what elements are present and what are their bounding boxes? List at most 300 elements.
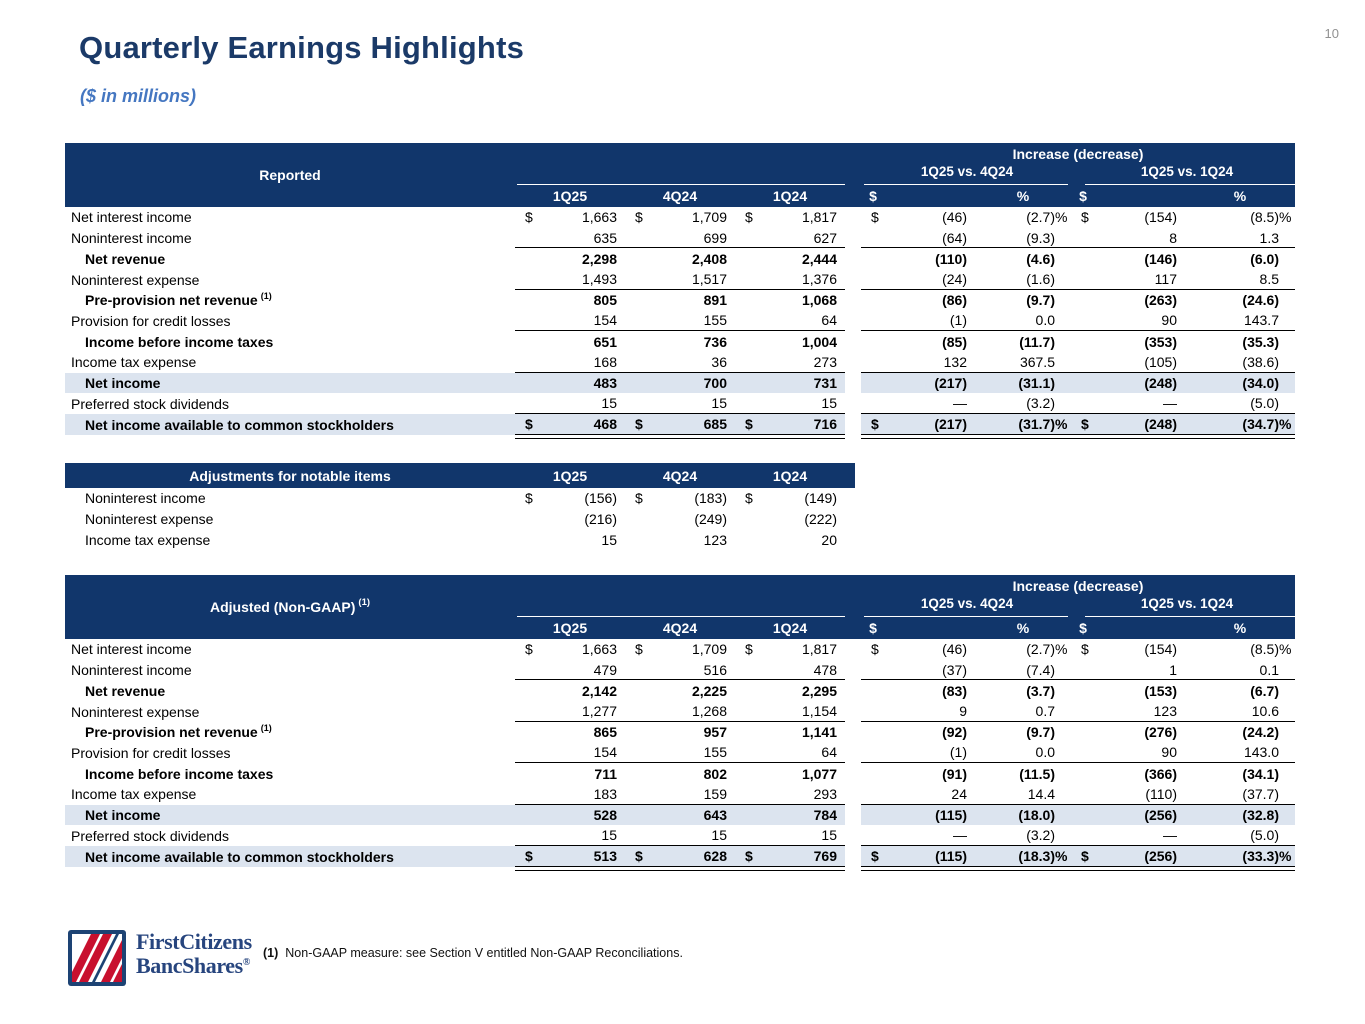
value-cell: 1,277 <box>539 701 625 722</box>
delta-dollar-cell: (91) <box>942 765 967 782</box>
delta-dollar-cell: 117 <box>1095 269 1185 290</box>
row-label: Preferred stock dividends <box>71 395 229 412</box>
delta-dollar-cell: — <box>885 393 975 414</box>
delta-percent-cell: (31.1) <box>975 373 1071 394</box>
reported-table-body <box>65 207 1295 435</box>
column-gap <box>845 414 861 435</box>
table-row <box>65 529 855 550</box>
currency-sign-cell <box>515 373 539 394</box>
currency-sign-cell <box>735 784 759 805</box>
table-row <box>65 228 1295 249</box>
first-citizens-logo-icon <box>68 930 126 986</box>
value-cell: 957 <box>703 724 727 741</box>
delta-percent-cell: 0.0 <box>975 311 1071 332</box>
value-cell: 1,268 <box>649 701 735 722</box>
currency-sign-cell <box>625 660 649 681</box>
table-row <box>65 660 1295 681</box>
registered-mark: ® <box>242 956 250 968</box>
currency-sign-cell <box>625 784 649 805</box>
delta-percent-cell: (3.2) <box>975 825 1071 846</box>
value-cell: 15 <box>539 393 625 414</box>
table-row <box>65 509 855 530</box>
currency-sign-cell <box>861 805 885 826</box>
row-label: Income tax expense <box>71 786 197 803</box>
value-cell: (249) <box>694 511 727 528</box>
delta-percent-cell: 143.7 <box>1185 311 1295 332</box>
delta-percent-cell: 367.5 <box>975 352 1071 373</box>
value-cell: 1,709 <box>691 209 727 226</box>
currency-sign-cell <box>625 228 649 249</box>
value-cell: (216) <box>584 511 617 528</box>
delta-dollar-cell: (110) <box>1095 784 1185 805</box>
value-cell: 168 <box>539 352 625 373</box>
delta-percent-cell: (8.5) % <box>1250 641 1292 658</box>
currency-sign-cell <box>625 722 649 743</box>
value-cell: 784 <box>759 805 845 826</box>
delta-percent-cell: (9.3) <box>975 228 1071 249</box>
currency-sign-cell: $ <box>1081 209 1089 226</box>
currency-sign-cell <box>735 722 759 743</box>
delta-dollar-cell: (115) <box>885 805 975 826</box>
delta-dollar-cell: (154) <box>1144 209 1177 226</box>
currency-sign-cell <box>861 660 885 681</box>
delta-dollar-cell: 123 <box>1095 701 1185 722</box>
value-cell: 711 <box>594 765 617 782</box>
delta-dollar-cell: (24) <box>885 269 975 290</box>
value-cell: 716 <box>759 414 845 435</box>
delta-percent-cell: 10.6 <box>1185 701 1295 722</box>
currency-sign-cell <box>1071 290 1095 311</box>
table-row <box>65 805 1295 826</box>
col-dollar-change: $ <box>869 188 877 204</box>
value-cell: 15 <box>759 825 845 846</box>
value-cell: (222) <box>804 511 837 528</box>
col-4q24: 4Q24 <box>662 188 698 204</box>
increase-decrease-header: Increase (decrease) <box>1012 146 1144 162</box>
value-cell: 479 <box>539 660 625 681</box>
currency-sign-cell <box>861 248 885 269</box>
currency-sign-cell <box>861 825 885 846</box>
delta-percent-cell: (3.7) <box>1026 682 1055 699</box>
logo-line1: FirstCitizens <box>136 929 252 954</box>
logo-line2: BancShares® <box>136 952 250 978</box>
column-gap <box>845 311 861 332</box>
increase-decrease-header: Increase (decrease) <box>1012 578 1144 594</box>
page-subtitle: ($ in millions) <box>80 86 197 106</box>
currency-sign-cell <box>735 680 759 701</box>
currency-sign-cell <box>625 743 649 764</box>
currency-sign-cell <box>515 784 539 805</box>
delta-percent-cell: (1.6) <box>975 269 1071 290</box>
currency-sign-cell <box>625 269 649 290</box>
currency-sign-cell <box>625 373 649 394</box>
currency-sign-cell <box>861 269 885 290</box>
table-row <box>65 414 1295 435</box>
delta-percent-cell: (9.7) <box>1026 724 1055 741</box>
col-percent-change: % <box>1016 620 1030 636</box>
col-1q24: 1Q24 <box>772 467 808 484</box>
value-cell: 478 <box>759 660 845 681</box>
currency-sign-cell <box>515 722 539 743</box>
value-cell: 1,663 <box>581 641 617 658</box>
value-cell: 769 <box>759 846 845 867</box>
currency-sign-cell: $ <box>525 209 533 226</box>
delta-percent-cell: 143.0 <box>1185 743 1295 764</box>
delta-dollar-cell: (217) <box>885 373 975 394</box>
delta-dollar-cell: (146) <box>1144 250 1177 267</box>
col-4q24: 4Q24 <box>662 620 698 636</box>
delta-percent-cell: (24.6) <box>1242 292 1279 309</box>
column-headers <box>65 185 1295 207</box>
value-cell: 891 <box>703 292 727 309</box>
currency-sign-cell <box>1071 722 1095 743</box>
delta-dollar-cell: (263) <box>1144 292 1177 309</box>
currency-sign-cell <box>735 509 759 530</box>
value-cell: 2,444 <box>801 250 837 267</box>
delta-dollar-cell: 24 <box>885 784 975 805</box>
vs-1q24-header: 1Q25 vs. 1Q24 <box>1140 596 1234 611</box>
currency-sign-cell <box>861 228 885 249</box>
value-cell: 731 <box>759 373 845 394</box>
delta-percent-cell: (11.5) <box>1019 765 1055 782</box>
currency-sign-cell <box>735 805 759 826</box>
row-label: Noninterest income <box>71 230 192 247</box>
vs-4q24-header: 1Q25 vs. 4Q24 <box>920 164 1014 179</box>
footer <box>68 930 252 986</box>
currency-sign-cell <box>1071 763 1095 784</box>
column-gap <box>845 784 861 805</box>
currency-sign-cell <box>515 393 539 414</box>
currency-sign-cell: $ <box>635 209 643 226</box>
table-row <box>65 825 1295 846</box>
currency-sign-cell <box>735 660 759 681</box>
row-label: Noninterest expense <box>71 271 200 288</box>
page-title: Quarterly Earnings Highlights <box>79 30 525 65</box>
value-cell: 516 <box>649 660 735 681</box>
currency-sign-cell: $ <box>635 641 643 658</box>
value-cell: (183) <box>694 490 727 507</box>
col-4q24: 4Q24 <box>662 467 698 484</box>
currency-sign-cell <box>861 763 885 784</box>
delta-percent-cell: (32.8) <box>1185 805 1295 826</box>
currency-sign-cell: $ <box>515 414 539 435</box>
delta-percent-cell: (8.5) % <box>1250 209 1292 226</box>
currency-sign-cell <box>515 352 539 373</box>
footnote <box>263 946 683 960</box>
delta-percent-cell: 1.3 <box>1185 228 1295 249</box>
adjustments-table-title: Adjustments for notable items <box>189 467 391 484</box>
currency-sign-cell <box>735 269 759 290</box>
reported-table <box>65 143 1295 435</box>
col-dollar-change: $ <box>869 620 877 636</box>
currency-sign-cell <box>735 825 759 846</box>
value-cell: 2,142 <box>581 682 617 699</box>
currency-sign-cell <box>625 825 649 846</box>
col-1q24: 1Q24 <box>772 620 808 636</box>
delta-percent-cell: (4.6) <box>1026 250 1055 267</box>
delta-dollar-cell: 132 <box>885 352 975 373</box>
currency-sign-cell: $ <box>745 490 753 507</box>
currency-sign-cell <box>1071 373 1095 394</box>
currency-sign-cell <box>515 311 539 332</box>
value-cell: 627 <box>759 228 845 249</box>
currency-sign-cell <box>861 722 885 743</box>
currency-sign-cell <box>1071 660 1095 681</box>
delta-percent-cell: (3.2) <box>975 393 1071 414</box>
row-label: Income tax expense <box>85 531 211 548</box>
row-label: Noninterest expense <box>71 703 200 720</box>
value-cell: 1,817 <box>801 641 837 658</box>
col-dollar-change: $ <box>1079 188 1087 204</box>
currency-sign-cell <box>1071 805 1095 826</box>
value-cell: 1,154 <box>759 701 845 722</box>
currency-sign-cell <box>1071 352 1095 373</box>
column-gap <box>845 352 861 373</box>
table-row <box>65 680 1295 701</box>
delta-dollar-cell: (248) <box>1095 414 1185 435</box>
value-cell: 1,068 <box>801 292 837 309</box>
table-row <box>65 331 1295 352</box>
currency-sign-cell <box>861 393 885 414</box>
table-row <box>65 207 1295 228</box>
currency-sign-cell <box>1071 743 1095 764</box>
table-row <box>65 784 1295 805</box>
value-cell: 528 <box>539 805 625 826</box>
currency-sign-cell: $ <box>745 641 753 658</box>
column-gap <box>845 701 861 722</box>
value-cell: 154 <box>539 311 625 332</box>
currency-sign-cell <box>1071 825 1095 846</box>
currency-sign-cell <box>861 743 885 764</box>
value-cell: 865 <box>593 724 617 741</box>
currency-sign-cell <box>625 529 649 550</box>
delta-percent-cell: 0.1 <box>1185 660 1295 681</box>
currency-sign-cell: $ <box>625 846 649 867</box>
table-row <box>65 743 1295 764</box>
row-label: Provision for credit losses <box>71 744 231 761</box>
row-label: Net interest income <box>71 641 192 658</box>
table-row <box>65 373 1295 394</box>
col-1q25: 1Q25 <box>552 620 588 636</box>
value-cell: 685 <box>649 414 735 435</box>
currency-sign-cell: $ <box>635 490 643 507</box>
value-cell: 15 <box>601 531 617 548</box>
column-gap <box>845 660 861 681</box>
value-cell: 635 <box>539 228 625 249</box>
currency-sign-cell <box>625 311 649 332</box>
delta-dollar-cell: (366) <box>1144 765 1177 782</box>
delta-dollar-cell: (46) <box>942 209 967 226</box>
delta-percent-cell: (2.7) % <box>1026 209 1068 226</box>
value-cell: 1,817 <box>801 209 837 226</box>
delta-percent-cell: (6.7) <box>1250 682 1279 699</box>
value-cell: 1,004 <box>801 333 837 350</box>
delta-percent-cell: (18.0) <box>975 805 1071 826</box>
column-gap <box>845 373 861 394</box>
column-gap <box>845 743 861 764</box>
row-label: Net income <box>65 805 515 826</box>
table-row <box>65 763 1295 784</box>
currency-sign-cell: $ <box>871 209 879 226</box>
col-1q25: 1Q25 <box>552 188 588 204</box>
column-gap <box>845 228 861 249</box>
delta-dollar-cell: 8 <box>1095 228 1185 249</box>
table-row <box>65 846 1295 867</box>
currency-sign-cell <box>625 509 649 530</box>
currency-sign-cell <box>735 393 759 414</box>
value-cell: 2,225 <box>691 682 727 699</box>
delta-dollar-cell: (86) <box>942 292 967 309</box>
currency-sign-cell <box>1071 784 1095 805</box>
value-cell: 273 <box>759 352 845 373</box>
currency-sign-cell <box>625 290 649 311</box>
delta-percent-cell: (24.2) <box>1242 724 1279 741</box>
currency-sign-cell <box>1071 311 1095 332</box>
delta-dollar-cell: (256) <box>1095 805 1185 826</box>
delta-dollar-cell: (85) <box>942 333 967 350</box>
delta-percent-cell: 14.4 <box>975 784 1071 805</box>
currency-sign-cell <box>515 825 539 846</box>
delta-percent-cell: (35.3) <box>1242 333 1279 350</box>
reported-table-header <box>65 143 1295 207</box>
currency-sign-cell <box>735 763 759 784</box>
delta-dollar-cell: (92) <box>942 724 967 741</box>
col-dollar-change: $ <box>1079 620 1087 636</box>
currency-sign-cell: $ <box>525 641 533 658</box>
column-gap <box>845 722 861 743</box>
column-gap <box>845 680 861 701</box>
value-cell: 15 <box>649 393 735 414</box>
value-cell: 15 <box>539 825 625 846</box>
adjusted-table <box>65 575 1295 867</box>
delta-percent-cell: (9.7) <box>1026 292 1055 309</box>
delta-dollar-cell: — <box>885 825 975 846</box>
column-gap <box>845 269 861 290</box>
value-cell: 1,493 <box>539 269 625 290</box>
currency-sign-cell: $ <box>1081 641 1089 658</box>
row-label: Net revenue <box>85 250 166 267</box>
value-cell: 1,663 <box>581 209 617 226</box>
delta-dollar-cell: (217) <box>885 414 975 435</box>
delta-percent-cell: (38.6) <box>1185 352 1295 373</box>
currency-sign-cell <box>861 784 885 805</box>
currency-sign-cell: $ <box>735 846 759 867</box>
column-gap <box>845 290 861 311</box>
currency-sign-cell <box>861 331 885 352</box>
currency-sign-cell <box>735 373 759 394</box>
currency-sign-cell: $ <box>745 209 753 226</box>
currency-sign-cell <box>625 331 649 352</box>
currency-sign-cell <box>515 763 539 784</box>
currency-sign-cell: $ <box>861 414 885 435</box>
table-row <box>65 269 1295 290</box>
delta-dollar-cell: — <box>1095 825 1185 846</box>
currency-sign-cell <box>735 228 759 249</box>
currency-sign-cell: $ <box>735 414 759 435</box>
row-label: Noninterest income <box>85 490 206 507</box>
delta-dollar-cell: 90 <box>1095 311 1185 332</box>
delta-dollar-cell: (353) <box>1144 333 1177 350</box>
currency-sign-cell <box>515 290 539 311</box>
currency-sign-cell <box>515 701 539 722</box>
delta-dollar-cell: (110) <box>935 250 967 267</box>
adjustments-table-body <box>65 488 855 550</box>
delta-percent-cell: (18.3) % <box>975 846 1071 867</box>
currency-sign-cell <box>1071 680 1095 701</box>
table-row <box>65 248 1295 269</box>
row-label: Net interest income <box>71 209 192 226</box>
currency-sign-cell: $ <box>515 846 539 867</box>
value-cell: (149) <box>804 490 837 507</box>
value-cell: 651 <box>593 333 617 350</box>
table-row <box>65 290 1295 311</box>
value-cell: 2,298 <box>581 250 617 267</box>
row-label: Net income available to common stockholders <box>65 414 515 435</box>
currency-sign-cell <box>861 373 885 394</box>
value-cell: 1,376 <box>759 269 845 290</box>
value-cell: 643 <box>649 805 735 826</box>
column-gap <box>845 207 861 228</box>
delta-percent-cell: 8.5 <box>1185 269 1295 290</box>
footnote-marker: (1) <box>358 596 371 608</box>
currency-sign-cell <box>735 248 759 269</box>
vs-4q24-header: 1Q25 vs. 4Q24 <box>920 596 1014 611</box>
value-cell: 802 <box>703 765 727 782</box>
table-row <box>65 722 1295 743</box>
delta-percent-cell: (34.7) % <box>1185 414 1295 435</box>
value-cell: 1,141 <box>801 724 837 741</box>
currency-sign-cell <box>1071 269 1095 290</box>
currency-sign-cell: $ <box>525 490 533 507</box>
delta-dollar-cell: (46) <box>942 641 967 658</box>
delta-percent-cell: (34.0) <box>1185 373 1295 394</box>
currency-sign-cell <box>861 311 885 332</box>
delta-percent-cell: (7.4) <box>975 660 1071 681</box>
value-cell: 1,709 <box>691 641 727 658</box>
row-label: Preferred stock dividends <box>71 827 229 844</box>
currency-sign-cell <box>515 680 539 701</box>
value-cell: 36 <box>649 352 735 373</box>
table-row <box>65 311 1295 332</box>
delta-dollar-cell: (153) <box>1144 682 1177 699</box>
value-cell: 155 <box>649 743 735 764</box>
row-label: Noninterest expense <box>85 511 214 528</box>
delta-dollar-cell: (1) <box>885 311 975 332</box>
value-cell: 805 <box>593 292 617 309</box>
row-label: Net income <box>65 373 515 394</box>
table-row <box>65 701 1295 722</box>
value-cell: 20 <box>821 531 837 548</box>
adjustments-table-header <box>65 463 855 488</box>
currency-sign-cell <box>515 805 539 826</box>
currency-sign-cell: $ <box>625 414 649 435</box>
reported-table-title: Reported <box>259 167 321 183</box>
currency-sign-cell <box>861 352 885 373</box>
currency-sign-cell: $ <box>861 846 885 867</box>
col-percent-change: % <box>1233 620 1247 636</box>
currency-sign-cell <box>861 701 885 722</box>
value-cell: 154 <box>539 743 625 764</box>
currency-sign-cell: $ <box>871 641 879 658</box>
delta-percent-cell: (5.0) <box>1185 825 1295 846</box>
value-cell: 64 <box>759 311 845 332</box>
value-cell: 293 <box>759 784 845 805</box>
row-label: Income before income taxes <box>85 333 274 350</box>
row-label: Income before income taxes <box>85 765 274 782</box>
column-headers <box>65 463 855 488</box>
currency-sign-cell <box>735 701 759 722</box>
row-label: Noninterest income <box>71 662 192 679</box>
